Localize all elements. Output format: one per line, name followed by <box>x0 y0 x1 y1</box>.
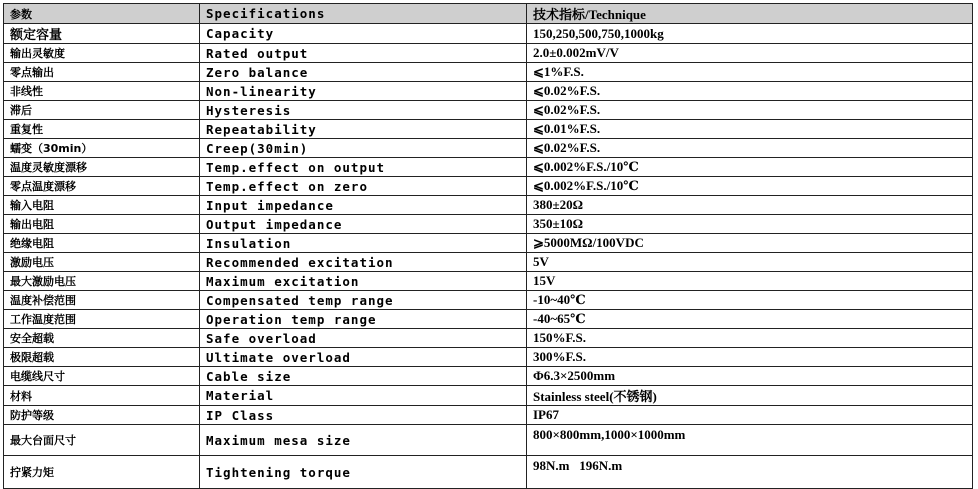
value-cell: Φ6.3×2500mm <box>527 367 973 386</box>
table-row <box>4 272 973 291</box>
param-cell: 拧紧力矩 <box>4 456 200 489</box>
spec-cell: IP Class <box>200 406 527 425</box>
value-cell: -10~40℃ <box>527 291 973 310</box>
table-row <box>4 82 973 101</box>
table-row <box>4 101 973 120</box>
value-cell: 800×800mm,1000×1000mm <box>527 425 973 456</box>
spec-cell: Hysteresis <box>200 101 527 120</box>
table-row <box>4 291 973 310</box>
spec-cell: Capacity <box>200 24 527 44</box>
param-cell: 输出电阻 <box>4 215 200 234</box>
spec-cell: Cable size <box>200 367 527 386</box>
spec-cell: Temp.effect on zero <box>200 177 527 196</box>
param-cell: 材料 <box>4 386 200 406</box>
value-cell: 150%F.S. <box>527 329 973 348</box>
spec-cell: Creep(30min) <box>200 139 527 158</box>
table-row <box>4 177 973 196</box>
value-cell: IP67 <box>527 406 973 425</box>
spec-cell: Input impedance <box>200 196 527 215</box>
param-cell: 激励电压 <box>4 253 200 272</box>
table-row <box>4 158 973 177</box>
value-cell: ⩽0.01%F.S. <box>527 120 973 139</box>
value-cell: ⩽1%F.S. <box>527 63 973 82</box>
param-cell: 极限超载 <box>4 348 200 367</box>
spec-cell: Ultimate overload <box>200 348 527 367</box>
value-cell: 98N.m 196N.m <box>527 456 973 489</box>
value-cell: ⩽0.002%F.S./10℃ <box>527 177 973 196</box>
value-cell: 2.0±0.002mV/V <box>527 44 973 63</box>
value-cell: ⩾5000MΩ/100VDC <box>527 234 973 253</box>
table-row <box>4 196 973 215</box>
spec-cell: Temp.effect on output <box>200 158 527 177</box>
value-cell: 350±10Ω <box>527 215 973 234</box>
param-cell: 重复性 <box>4 120 200 139</box>
table-row <box>4 44 973 63</box>
table-row <box>4 24 973 44</box>
param-cell: 电缆线尺寸 <box>4 367 200 386</box>
spec-cell: Rated output <box>200 44 527 63</box>
header-tech: 技术指标/Technique <box>527 4 973 24</box>
spec-table <box>3 3 973 489</box>
spec-cell: Operation temp range <box>200 310 527 329</box>
param-cell: 工作温度范围 <box>4 310 200 329</box>
param-cell: 输出灵敏度 <box>4 44 200 63</box>
param-cell: 额定容量 <box>4 24 200 44</box>
spec-cell: Recommended excitation <box>200 253 527 272</box>
table-row <box>4 348 973 367</box>
header-param: 参数 <box>4 4 200 24</box>
param-cell: 温度补偿范围 <box>4 291 200 310</box>
table-row <box>4 386 973 406</box>
value-cell: 5V <box>527 253 973 272</box>
param-cell: 零点输出 <box>4 63 200 82</box>
value-cell: 150,250,500,750,1000kg <box>527 24 973 44</box>
table-header-row <box>4 4 973 24</box>
spec-cell: Maximum mesa size <box>200 425 527 456</box>
param-cell: 非线性 <box>4 82 200 101</box>
table-row <box>4 63 973 82</box>
value-cell: ⩽0.002%F.S./10℃ <box>527 158 973 177</box>
param-cell: 蠕变（30min） <box>4 139 200 158</box>
spec-cell: Repeatability <box>200 120 527 139</box>
value-cell: ⩽0.02%F.S. <box>527 101 973 120</box>
spec-cell: Maximum excitation <box>200 272 527 291</box>
table-row <box>4 310 973 329</box>
param-cell: 滞后 <box>4 101 200 120</box>
table-row <box>4 139 973 158</box>
param-cell: 安全超载 <box>4 329 200 348</box>
value-cell: ⩽0.02%F.S. <box>527 82 973 101</box>
param-cell: 最大激励电压 <box>4 272 200 291</box>
table-row <box>4 120 973 139</box>
param-cell: 绝缘电阻 <box>4 234 200 253</box>
spec-cell: Compensated temp range <box>200 291 527 310</box>
table-row <box>4 406 973 425</box>
spec-cell: Insulation <box>200 234 527 253</box>
param-cell: 零点温度漂移 <box>4 177 200 196</box>
spec-cell: Safe overload <box>200 329 527 348</box>
table-row <box>4 367 973 386</box>
spec-cell: Non-linearity <box>200 82 527 101</box>
param-cell: 防护等级 <box>4 406 200 425</box>
spec-cell: Tightening torque <box>200 456 527 489</box>
table-row <box>4 329 973 348</box>
table-row <box>4 456 973 489</box>
value-cell: 15V <box>527 272 973 291</box>
value-cell: -40~65℃ <box>527 310 973 329</box>
table-row <box>4 253 973 272</box>
value-cell: ⩽0.02%F.S. <box>527 139 973 158</box>
header-spec: Specifications <box>200 4 527 24</box>
value-cell: Stainless steel(不锈钢) <box>527 386 973 406</box>
spec-cell: Material <box>200 386 527 406</box>
spec-cell: Zero balance <box>200 63 527 82</box>
value-cell: 380±20Ω <box>527 196 973 215</box>
param-cell: 输入电阻 <box>4 196 200 215</box>
table-row <box>4 425 973 456</box>
param-cell: 最大台面尺寸 <box>4 425 200 456</box>
table-row <box>4 215 973 234</box>
value-cell: 300%F.S. <box>527 348 973 367</box>
table-row <box>4 234 973 253</box>
param-cell: 温度灵敏度漂移 <box>4 158 200 177</box>
spec-cell: Output impedance <box>200 215 527 234</box>
